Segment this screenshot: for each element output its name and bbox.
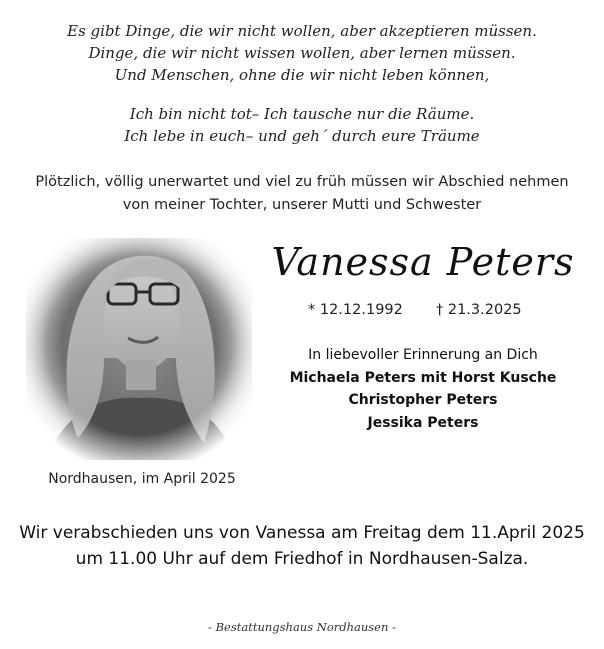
mourner-name: Jessika Peters xyxy=(367,414,479,431)
deceased-name: Vanessa Peters xyxy=(271,240,575,284)
poem-line: Und Menschen, ohne die wir nicht leben können, xyxy=(114,66,490,84)
service-line: Wir verabschieden uns von Vanessa am Freitag dem 11.April 2025 xyxy=(19,523,585,543)
mourners-block xyxy=(268,344,578,434)
portrait-image xyxy=(26,238,252,460)
poem-line: Es gibt Dinge, die wir nicht wollen, aber akzeptieren müssen. xyxy=(67,22,537,40)
funeral-home-signature: - Bestattungshaus Nordhausen - xyxy=(208,620,396,634)
photo-caption: Nordhausen, im April 2025 xyxy=(48,471,236,487)
poem-stanza-2 xyxy=(0,103,604,147)
poem-line: Ich lebe in euch– und geh´ durch eure Träume xyxy=(124,127,480,145)
mourner-name: Michaela Peters mit Horst Kusche xyxy=(289,369,557,386)
announcement-line: Plötzlich, völlig unerwartet und viel zu früh müssen wir Abschied nehmen xyxy=(35,174,569,190)
portrait-photo xyxy=(26,238,252,460)
mourner-name: Christopher Peters xyxy=(348,392,498,408)
poem-line: Ich bin nicht tot– Ich tausche nur die Räume. xyxy=(129,105,475,123)
poem-stanza-1 xyxy=(0,20,604,86)
poem-line: Dinge, die wir nicht wissen wollen, aber lernen müssen. xyxy=(88,44,516,62)
mourners-intro: In liebevoller Erinnerung an Dich xyxy=(308,347,538,363)
birth-date: * 12.12.1992 xyxy=(308,302,403,318)
service-line: um 11.00 Uhr auf dem Friedhof in Nordhausen-Salza. xyxy=(75,549,529,569)
death-date: † 21.3.2025 xyxy=(436,302,522,318)
photo-vignette xyxy=(26,238,252,460)
death-announcement xyxy=(0,171,604,217)
service-info xyxy=(0,520,604,572)
announcement-line: von meiner Tochter, unserer Mutti und Schwester xyxy=(122,197,482,213)
